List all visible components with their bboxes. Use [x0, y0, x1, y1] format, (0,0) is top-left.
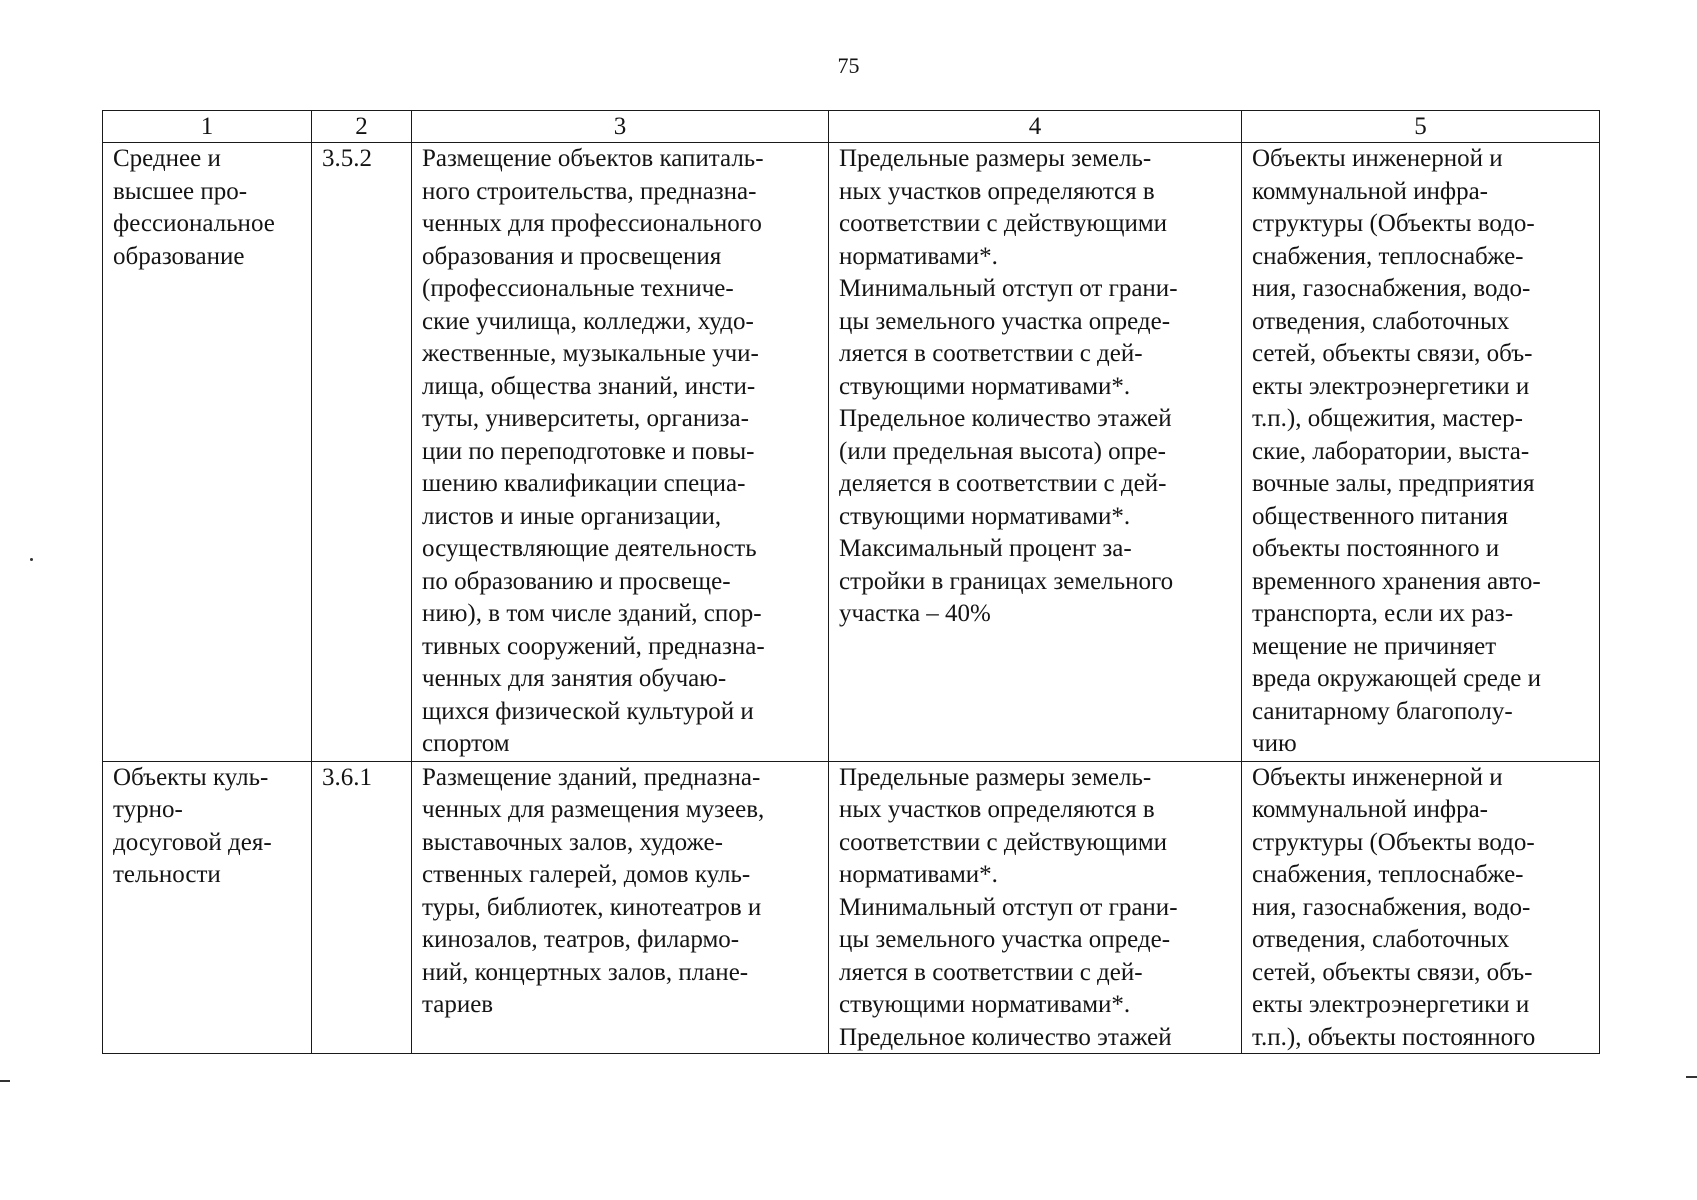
header-col-4: 4 — [829, 111, 1242, 143]
cell-text: Объекты инженерной и коммунальной инфра- структуры (Объекты водо- снабжения, теплоснабже- ния, газоснабжения, водо- отведения, слаботочных сетей, объекты связи, объ- екты электроэнергетики и т.п.), объекты постоянного — [1252, 763, 1536, 1051]
cell-parameters — [829, 761, 1242, 1053]
cell-parameters — [829, 143, 1242, 762]
cell-description — [412, 761, 829, 1053]
header-col-3: 3 — [412, 111, 829, 143]
cell-text: Среднее и высшее про- фессиональное образование — [113, 145, 275, 270]
cell-auxiliary-uses — [1242, 761, 1600, 1053]
cell-description — [412, 143, 829, 762]
cell-text: Предельные размеры земель- ных участков определяются в соответствии с действующими нормативами*. Минимальный отступ от грани- цы земельного участка опреде- ляется в соответствии с дей- ствующими нормативами*. Предельное количество этажей — [839, 763, 1178, 1051]
cell-code — [312, 761, 412, 1053]
table-row — [103, 143, 1600, 762]
cell-text: 3.6.1 — [322, 763, 372, 791]
header-row — [103, 111, 1600, 143]
scan-speck — [1686, 1076, 1697, 1078]
cell-code — [312, 143, 412, 762]
cell-text: Размещение объектов капиталь- ного строительства, предназна- ченных для профессионального образования и просвещения (профессиональные техниче- ские училища, колледжи, худо- жественные, музыкальные учи- лища, общества знаний, инсти- туты, университеты, организа- ции по переподготовке и повы- шению квалификации специа- листов и иные организации, осуществляющие деятельность по образованию и просвеще- нию), в том числе зданий, спор- тивных сооружений, предназна- ченных для занятия обучаю- щихся физической культурой и спортом — [422, 145, 765, 757]
cell-text: 3.5.2 — [322, 145, 372, 172]
cell-text: Размещение зданий, предназна- ченных для размещения музеев, выставочных залов, художе- ственных галерей, домов куль- туры, библиотек, кинотеатров и кинозалов, театров, филармо- ний, концертных залов, плане- тариев — [422, 763, 765, 1018]
cell-land-use-type — [103, 761, 312, 1053]
header-col-1: 1 — [103, 111, 312, 143]
cell-text: Объекты куль- турно- досуговой дея- тельности — [113, 763, 272, 888]
zoning-table — [102, 110, 1600, 1054]
cell-text: Объекты инженерной и коммунальной инфра- структуры (Объекты водо- снабжения, теплоснабже- ния, газоснабжения, водо- отведения, слаботочных сетей, объекты связи, объ- екты электроэнергетики и т.п.), общежития, мастер- ские, лаборатории, выста- вочные залы, предприятия общественного питания объекты постоянного и временного хранения авто- транспорта, если их раз- мещение не причиняет вреда окружающей среде и санитарному благополу- чию — [1252, 145, 1541, 757]
cell-text: Предельные размеры земель- ных участков определяются в соответствии с действующими нормативами*. Минимальный отступ от грани- цы земельного участка опреде- ляется в соответствии с дей- ствующими нормативами*. Предельное количество этажей (или предельная высота) опре- деляется в соответствии с дей- ствующими нормативами*. Максимальный процент за- стройки в границах земельного участка – 40% — [839, 145, 1178, 627]
cell-auxiliary-uses — [1242, 143, 1600, 762]
cell-land-use-type — [103, 143, 312, 762]
table-row — [103, 761, 1600, 1053]
header-col-5: 5 — [1242, 111, 1600, 143]
page-number: 75 — [837, 53, 860, 78]
header-col-2: 2 — [312, 111, 412, 143]
scan-speck — [30, 558, 33, 561]
scan-speck — [0, 1080, 10, 1082]
